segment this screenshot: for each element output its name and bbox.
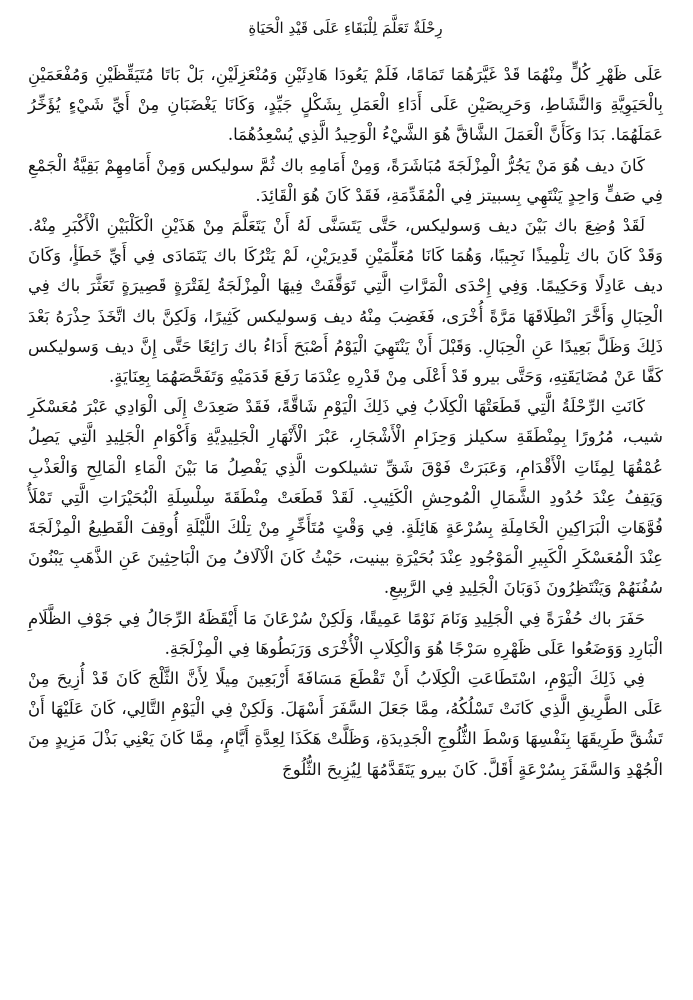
body-text [28, 60, 663, 785]
paragraph: لَقَدْ وُضِعَ باك بَيْنَ ديف وَسوليكس، حَتَّى يَتَسَنَّى لَهُ أَنْ يَتَعَلَّمَ مِنْ هَذَيْنِ الْكَلْبَيْنِ الْأَكْبَرِ مِنْهُ. وَقَدْ كَانَ باك تِلْمِيذًا نَجِيبًا، وَهُمَا كَانَا مُعَلِّمَيْنِ قَدِيرَيْنِ، لَمْ يَتْرُكَا باك يَتَمَادَى فِي أَيِّ خَطَأٍ، وَكَانَ ديف عَادِلًا وَحَكِيمًا. وَفِي إِحْدَى الْمَرَّاتِ الَّتِي تَوَقَّفَتْ فِيهَا الْمِزْلَجَةُ لِفَتْرَةٍ قَصِيرَةٍ تَعَثَّرَ باك فِي الْحِبَالِ وَأَخَّرَ انْطِلَاقَهَا مَرَّةً أُخْرَى، فَغَضِبَ مِنْهُ ديف وَسوليكس كَثِيرًا، وَلَكِنَّ باك اتَّخَذَ حِذْرَهُ بَعْدَ ذَلِكَ وَظَلَّ بَعِيدًا عَنِ الْحِبَالِ. وَقَبْلَ أَنْ يَنْتَهِيَ الْيَوْمُ أَصْبَحَ أَدَاءُ باك رَائِعًا حَتَّى إِنَّ ديف وَسوليكس كَفَّا عَنْ مُضَايَقَتِهِ، وَحَتَّى بيرو قَدْ أَعْلَى مِنْ قَدْرِهِ عِنْدَمَا رَفَعَ قَدَمَيْهِ وَتَفَحَّصَهُمَا بِعِنَايَةٍ. [28, 216, 663, 387]
paragraph: حَفَرَ باك حُفْرَةً فِي الْجَلِيدِ وَنَامَ نَوْمًا عَمِيقًا، وَلَكِنْ سُرْعَانَ مَا أَيْقَظَهُ الرِّجَالُ فِي جَوْفِ الظَّلَامِ الْبَارِدِ وَوَضَعُوا عَلَى ظَهْرِهِ سَرْجًا هُوَ وَالْكِلَابِ الْأُخْرَى وَرَبَطُوهَا فِي الْمِزْلَجَةِ. [28, 608, 663, 658]
paragraph: كَانَ ديف هُوَ مَنْ يَجُرُّ الْمِزْلَجَةَ مُبَاشَرَةً، وَمِنْ أَمَامِهِ باك ثُمَّ سوليكس وَمِنْ أَمَامِهِمْ بَقِيَّةُ الْجَمْعِ فِي صَفٍّ وَاحِدٍ يَنْتَهِي بِسبيتز فِي الْمُقَدِّمَةِ، فَقَدْ كَانَ هُوَ الْقَائِدَ. [28, 155, 663, 205]
paragraph: عَلَى ظَهْرِ كُلٍّ مِنْهُمَا قَدْ غَيَّرَهُمَا تَمَامًا، فَلَمْ يَعُودَا هَادِئَيْنِ وَمُنْعَزِلَيْنِ، بَلْ بَاتَا مُتَيَقِّظَيْنِ وَمُفْعَمَيْنِ بِالْحَيَوِيَّةِ وَالنَّشَاطِ، وَحَرِيصَيْنِ عَلَى أَدَاءِ الْعَمَلِ بِشَكْلٍ جَيِّدٍ، وَكَانَا يَغْضَبَانِ مِنْ أَيِّ شَيْءٍ يُؤَخِّرُ عَمَلَهُمَا. بَدَا وَكَأَنَّ الْعَمَلَ الشَّاقَّ هُوَ الشَّيْءُ الْوَحِيدُ الَّذِي يُسْعِدُهُمَا. [28, 65, 663, 145]
page-title: رِحْلَةٌ تَعَلَّمَ لِلْبَقَاءِ عَلَى قَيْدِ الْحَيَاةِ [248, 19, 443, 37]
paragraph: كَانَتِ الرِّحْلَةُ الَّتِي قَطَعَتْهَا الْكِلَابُ فِي ذَلِكَ الْيَوْمِ شَاقَّةً، فَقَدْ صَعِدَتْ إِلَى الْوَادِي عَبْرَ مُعَسْكَرِ شيب، مُرُورًا بِمِنْطَقَةِ سكيلز وَحِزَامِ الْأَشْجَارِ، عَبْرَ الْأَنْهَارِ الْجَلِيدِيَّةِ وَأَكْوَامِ الْجَلِيدِ الَّتِي يَصِلُ عُمْقُهَا لِمِئَاتِ الْأَقْدَامِ، وَعَبَرَتْ فَوْقَ شَقِّ تشيلكوت الَّذِي يَفْصِلُ مَا بَيْنَ الْمَاءِ الْمَالِحِ وَالْعَذْبِ وَيَقِفُ عِنْدَ حُدُودِ الشَّمَالِ الْمُوحِشِ الْكَئِيبِ. لَقَدْ قَطَعَتْ مِنْطَقَةَ سِلْسِلَةِ الْبُحَيْرَاتِ الَّتِي تَمْلَأُ فُوَّهَاتِ الْبَرَاكِينِ الْخَامِلَةِ بِسُرْعَةٍ هَائِلَةٍ. فِي وَقْتٍ مُتَأَخِّرٍ مِنْ تِلْكَ اللَّيْلَةِ أُوقِفَ الْقَطِيعُ الْمِزْلَجَةَ عِنْدَ الْمُعَسْكَرِ الْكَبِيرِ الْمَوْجُودِ عِنْدَ بُحَيْرَةِ بينيت، حَيْثُ كَانَ الْآلَافُ مِنَ الْبَاحِثِينَ عَنِ الذَّهَبِ يَبْنُونَ سُفُنَهُمْ وَيَنْتَظِرُونَ ذَوَبَانَ الْجَلِيدِ فِي الرَّبِيعِ. [28, 397, 663, 598]
paragraph: فِي ذَلِكَ الْيَوْمِ، اسْتَطَاعَتِ الْكِلَابُ أَنْ تَقْطَعَ مَسَافَةَ أَرْبَعِينَ مِيلًا لِأَنَّ الثَّلْجَ كَانَ قَدْ أُزِيحَ مِنْ عَلَى الطَّرِيقِ الَّذِي كَانَتْ تَسْلُكُهُ، مِمَّا جَعَلَ السَّفَرَ أَسْهَلَ. وَلَكِنْ فِي الْيَوْمِ التَّالِي، كَانَ عَلَيْهَا أَنْ تَشُقَّ طَرِيقَهَا بِنَفْسِهَا وَسْطَ الثُّلُوجِ الْجَدِيدَةِ، وَظَلَّتْ هَكَذَا لِعِدَّةِ أَيَّامٍ، مِمَّا كَانَ يَعْنِي بَذْلَ مَزِيدٍ مِنَ الْجُهْدِ وَالسَّفَرَ بِسُرْعَةٍ أَقَلَّ. كَانَ بيرو يَتَقَدَّمُهَا لِيُزِيحَ الثُّلُوجَ [28, 669, 663, 779]
